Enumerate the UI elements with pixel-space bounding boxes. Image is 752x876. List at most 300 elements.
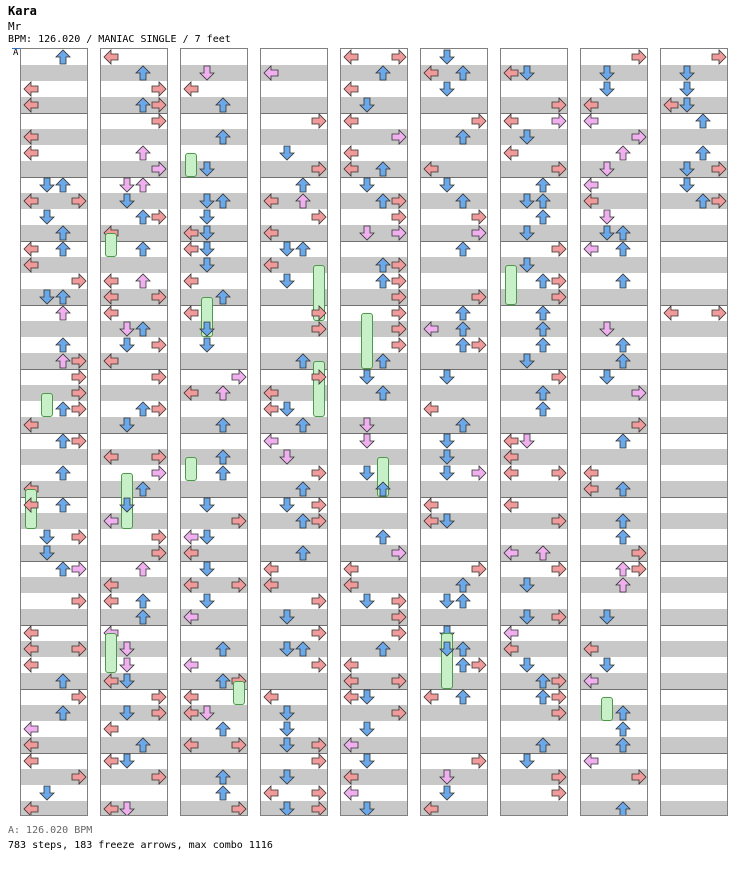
up-arrow-icon [135,737,151,753]
left-arrow-icon [103,449,119,465]
left-arrow-icon [23,241,39,257]
up-arrow-icon [615,705,631,721]
down-arrow-icon [359,433,375,449]
chart-column [580,48,648,816]
left-arrow-icon [343,113,359,129]
up-arrow-icon [55,561,71,577]
up-arrow-icon [215,785,231,801]
right-arrow-icon [391,705,407,721]
left-arrow-icon [23,145,39,161]
up-arrow-icon [215,289,231,305]
left-arrow-icon [103,801,119,816]
up-arrow-icon [455,321,471,337]
measure-line [421,305,487,306]
right-arrow-icon [391,609,407,625]
down-arrow-icon [679,81,695,97]
right-arrow-icon [551,465,567,481]
up-arrow-icon [55,673,71,689]
left-arrow-icon [183,273,199,289]
up-arrow-icon [535,305,551,321]
right-arrow-icon [71,593,87,609]
right-arrow-icon [391,193,407,209]
left-arrow-icon [183,705,199,721]
up-arrow-icon [455,577,471,593]
freeze-arrow [105,233,117,257]
right-arrow-icon [631,561,647,577]
up-arrow-icon [295,545,311,561]
left-arrow-icon [103,753,119,769]
left-arrow-icon [343,785,359,801]
left-arrow-icon [503,465,519,481]
up-arrow-icon [295,417,311,433]
up-arrow-icon [135,209,151,225]
up-arrow-icon [535,337,551,353]
up-arrow-icon [55,705,71,721]
left-arrow-icon [263,785,279,801]
right-arrow-icon [71,689,87,705]
up-arrow-icon [295,641,311,657]
measure-line [181,753,247,754]
down-arrow-icon [519,225,535,241]
right-arrow-icon [151,369,167,385]
right-arrow-icon [71,273,87,289]
freeze-arrow [601,697,613,721]
right-arrow-icon [71,353,87,369]
left-arrow-icon [183,81,199,97]
down-arrow-icon [599,65,615,81]
freeze-arrow [105,633,117,673]
down-arrow-icon [119,337,135,353]
down-arrow-icon [279,801,295,816]
measure-line [261,177,327,178]
left-arrow-icon [583,481,599,497]
right-arrow-icon [231,369,247,385]
left-arrow-icon [423,161,439,177]
right-arrow-icon [551,785,567,801]
right-arrow-icon [71,529,87,545]
right-arrow-icon [151,401,167,417]
up-arrow-icon [615,577,631,593]
left-arrow-icon [503,145,519,161]
down-arrow-icon [519,353,535,369]
left-arrow-icon [263,65,279,81]
up-arrow-icon [455,129,471,145]
down-arrow-icon [279,609,295,625]
left-arrow-icon [423,801,439,816]
up-arrow-icon [375,385,391,401]
up-arrow-icon [535,689,551,705]
up-arrow-icon [295,481,311,497]
down-arrow-icon [359,721,375,737]
right-arrow-icon [391,289,407,305]
up-arrow-icon [455,593,471,609]
down-arrow-icon [279,145,295,161]
chart-column [20,48,88,816]
up-arrow-icon [295,241,311,257]
left-arrow-icon [103,273,119,289]
right-arrow-icon [631,545,647,561]
down-arrow-icon [119,177,135,193]
right-arrow-icon [311,513,327,529]
left-arrow-icon [183,577,199,593]
up-arrow-icon [535,737,551,753]
right-arrow-icon [391,673,407,689]
right-arrow-icon [311,321,327,337]
right-arrow-icon [71,193,87,209]
left-arrow-icon [343,657,359,673]
down-arrow-icon [439,593,455,609]
right-arrow-icon [551,689,567,705]
down-arrow-icon [119,417,135,433]
left-arrow-icon [23,737,39,753]
right-arrow-icon [551,161,567,177]
measure-line [501,305,567,306]
up-arrow-icon [135,401,151,417]
measure-line [181,625,247,626]
left-arrow-icon [583,97,599,113]
measure-line [661,753,727,754]
left-arrow-icon [343,689,359,705]
left-arrow-icon [343,577,359,593]
up-arrow-icon [535,193,551,209]
up-arrow-icon [455,657,471,673]
up-arrow-icon [295,177,311,193]
right-arrow-icon [391,305,407,321]
right-arrow-icon [151,81,167,97]
up-arrow-icon [455,337,471,353]
down-arrow-icon [279,497,295,513]
left-arrow-icon [23,81,39,97]
left-arrow-icon [103,577,119,593]
measure-line [181,113,247,114]
right-arrow-icon [391,257,407,273]
left-arrow-icon [503,433,519,449]
right-arrow-icon [311,113,327,129]
bpm-marker: A [13,48,19,58]
left-arrow-icon [103,593,119,609]
down-arrow-icon [119,657,135,673]
measure-line [661,561,727,562]
left-arrow-icon [263,225,279,241]
down-arrow-icon [359,689,375,705]
left-arrow-icon [503,625,519,641]
down-arrow-icon [39,289,55,305]
right-arrow-icon [311,465,327,481]
down-arrow-icon [279,401,295,417]
down-arrow-icon [439,769,455,785]
left-arrow-icon [183,385,199,401]
up-arrow-icon [615,561,631,577]
up-arrow-icon [55,401,71,417]
right-arrow-icon [311,801,327,816]
freeze-arrow [361,313,373,369]
right-arrow-icon [151,705,167,721]
down-arrow-icon [439,369,455,385]
down-arrow-icon [279,737,295,753]
left-arrow-icon [343,561,359,577]
down-arrow-icon [679,65,695,81]
right-arrow-icon [471,209,487,225]
up-arrow-icon [295,193,311,209]
up-arrow-icon [375,257,391,273]
up-arrow-icon [695,145,711,161]
measure-line [341,497,407,498]
down-arrow-icon [199,209,215,225]
up-arrow-icon [135,65,151,81]
up-arrow-icon [615,273,631,289]
chart-column [180,48,248,816]
chart-info: BPM: 126.020 / MANIAC SINGLE / 7 feet [8,34,231,45]
down-arrow-icon [439,785,455,801]
right-arrow-icon [551,97,567,113]
up-arrow-icon [135,241,151,257]
down-arrow-icon [359,801,375,816]
left-arrow-icon [583,241,599,257]
freeze-arrow [41,393,53,417]
down-arrow-icon [359,417,375,433]
left-arrow-icon [23,257,39,273]
up-arrow-icon [135,273,151,289]
right-arrow-icon [151,689,167,705]
right-arrow-icon [551,369,567,385]
down-arrow-icon [359,753,375,769]
down-arrow-icon [39,177,55,193]
left-arrow-icon [503,545,519,561]
right-arrow-icon [311,369,327,385]
down-arrow-icon [679,97,695,113]
measure-line [581,689,647,690]
down-arrow-icon [199,193,215,209]
left-arrow-icon [583,465,599,481]
right-arrow-icon [551,273,567,289]
up-arrow-icon [615,337,631,353]
down-arrow-icon [519,753,535,769]
right-arrow-icon [391,129,407,145]
down-arrow-icon [599,657,615,673]
down-arrow-icon [279,769,295,785]
up-arrow-icon [55,177,71,193]
up-arrow-icon [55,305,71,321]
left-arrow-icon [423,65,439,81]
left-arrow-icon [503,497,519,513]
down-arrow-icon [199,225,215,241]
up-arrow-icon [455,241,471,257]
left-arrow-icon [503,641,519,657]
measure-line [421,241,487,242]
left-arrow-icon [183,737,199,753]
right-arrow-icon [711,305,727,321]
up-arrow-icon [375,529,391,545]
up-arrow-icon [535,673,551,689]
right-arrow-icon [711,161,727,177]
measure-line [181,177,247,178]
right-arrow-icon [151,529,167,545]
right-arrow-icon [311,753,327,769]
down-arrow-icon [599,609,615,625]
right-arrow-icon [71,401,87,417]
right-arrow-icon [311,209,327,225]
down-arrow-icon [279,721,295,737]
up-arrow-icon [135,177,151,193]
right-arrow-icon [71,769,87,785]
left-arrow-icon [583,113,599,129]
left-arrow-icon [663,305,679,321]
up-arrow-icon [215,673,231,689]
down-arrow-icon [119,753,135,769]
left-arrow-icon [263,689,279,705]
up-arrow-icon [615,145,631,161]
right-arrow-icon [471,561,487,577]
down-arrow-icon [439,177,455,193]
up-arrow-icon [615,241,631,257]
down-arrow-icon [679,161,695,177]
up-arrow-icon [375,193,391,209]
right-arrow-icon [311,161,327,177]
up-arrow-icon [375,641,391,657]
right-arrow-icon [391,209,407,225]
down-arrow-icon [599,209,615,225]
left-arrow-icon [23,657,39,673]
up-arrow-icon [615,801,631,816]
up-arrow-icon [535,321,551,337]
measure-line [661,497,727,498]
down-arrow-icon [199,161,215,177]
up-arrow-icon [615,225,631,241]
up-arrow-icon [135,481,151,497]
left-arrow-icon [23,753,39,769]
left-arrow-icon [343,737,359,753]
down-arrow-icon [439,465,455,481]
measure-line [181,433,247,434]
down-arrow-icon [599,321,615,337]
left-arrow-icon [23,801,39,816]
right-arrow-icon [151,465,167,481]
measure-line [661,113,727,114]
left-arrow-icon [343,673,359,689]
up-arrow-icon [295,353,311,369]
right-arrow-icon [471,289,487,305]
right-arrow-icon [311,785,327,801]
right-arrow-icon [151,545,167,561]
right-arrow-icon [391,625,407,641]
left-arrow-icon [263,433,279,449]
right-arrow-icon [311,737,327,753]
freeze-arrow [185,457,197,481]
right-arrow-icon [311,305,327,321]
left-arrow-icon [663,97,679,113]
down-arrow-icon [279,241,295,257]
up-arrow-icon [215,193,231,209]
left-arrow-icon [103,513,119,529]
down-arrow-icon [39,545,55,561]
measure-line [581,497,647,498]
right-arrow-icon [551,289,567,305]
right-arrow-icon [391,545,407,561]
measure-line [581,433,647,434]
left-arrow-icon [23,641,39,657]
down-arrow-icon [439,81,455,97]
left-arrow-icon [103,721,119,737]
right-arrow-icon [471,753,487,769]
up-arrow-icon [615,737,631,753]
down-arrow-icon [199,705,215,721]
up-arrow-icon [55,337,71,353]
down-arrow-icon [599,225,615,241]
left-arrow-icon [343,81,359,97]
down-arrow-icon [279,273,295,289]
left-arrow-icon [263,385,279,401]
left-arrow-icon [423,497,439,513]
left-arrow-icon [183,545,199,561]
up-arrow-icon [535,401,551,417]
left-arrow-icon [503,449,519,465]
left-arrow-icon [583,641,599,657]
right-arrow-icon [551,513,567,529]
down-arrow-icon [359,465,375,481]
chart-column [100,48,168,816]
right-arrow-icon [631,417,647,433]
right-arrow-icon [631,49,647,65]
right-arrow-icon [391,321,407,337]
left-arrow-icon [23,129,39,145]
down-arrow-icon [199,257,215,273]
right-arrow-icon [311,625,327,641]
down-arrow-icon [439,449,455,465]
left-arrow-icon [23,497,39,513]
right-arrow-icon [471,337,487,353]
up-arrow-icon [375,353,391,369]
down-arrow-icon [119,641,135,657]
up-arrow-icon [455,641,471,657]
up-arrow-icon [215,449,231,465]
down-arrow-icon [359,593,375,609]
measure-line [21,305,87,306]
right-arrow-icon [551,609,567,625]
down-arrow-icon [199,529,215,545]
left-arrow-icon [183,689,199,705]
down-arrow-icon [439,641,455,657]
left-arrow-icon [183,225,199,241]
right-arrow-icon [471,657,487,673]
left-arrow-icon [263,257,279,273]
left-arrow-icon [23,721,39,737]
down-arrow-icon [119,801,135,816]
up-arrow-icon [535,273,551,289]
chart-column [660,48,728,816]
up-arrow-icon [695,193,711,209]
right-arrow-icon [391,593,407,609]
right-arrow-icon [71,433,87,449]
left-arrow-icon [183,609,199,625]
up-arrow-icon [375,161,391,177]
song-title: Kara [8,4,37,18]
right-arrow-icon [631,385,647,401]
up-arrow-icon [615,529,631,545]
right-arrow-icon [551,113,567,129]
right-arrow-icon [391,273,407,289]
left-arrow-icon [583,753,599,769]
right-arrow-icon [71,385,87,401]
right-arrow-icon [471,225,487,241]
measure-line [101,433,167,434]
measure-line [341,241,407,242]
down-arrow-icon [679,177,695,193]
right-arrow-icon [231,577,247,593]
down-arrow-icon [119,673,135,689]
up-arrow-icon [215,769,231,785]
up-arrow-icon [615,433,631,449]
down-arrow-icon [39,785,55,801]
